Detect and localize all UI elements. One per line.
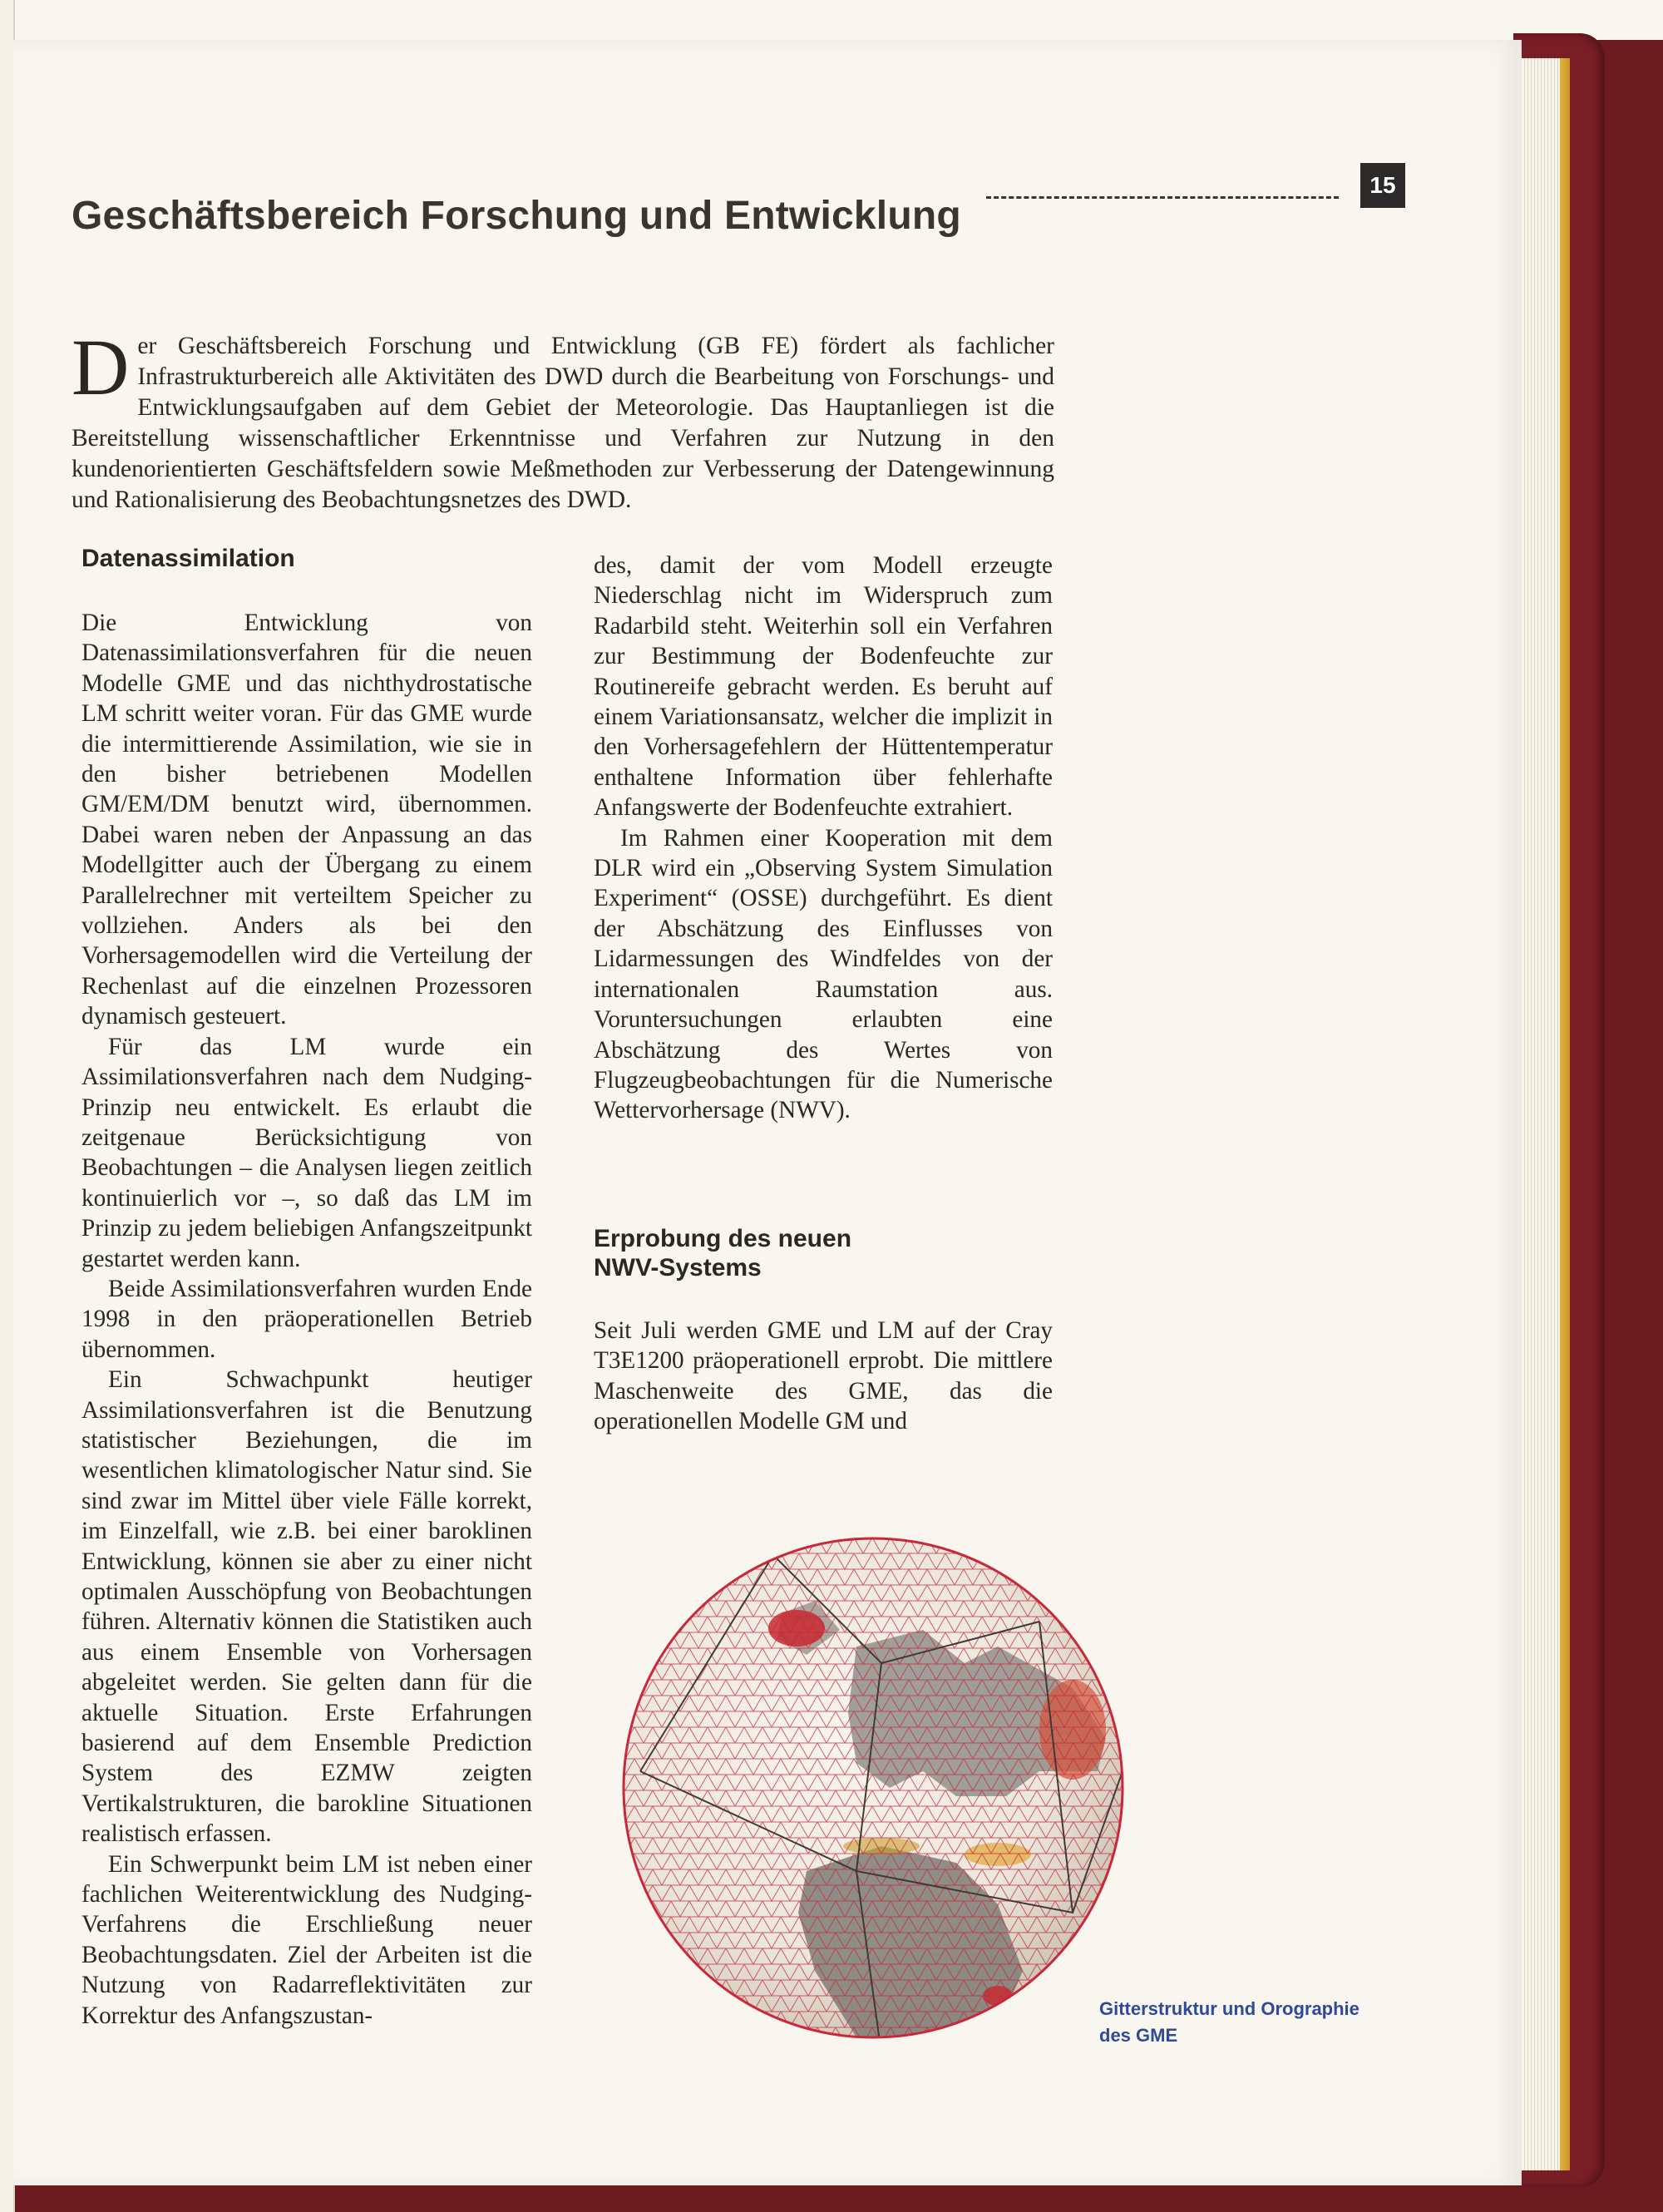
right-column-nwv: [594, 1316, 1053, 1437]
intro-paragraph: [72, 323, 1054, 516]
caption-line: des GME: [1099, 2025, 1178, 2046]
gme-globe-figure: [607, 1522, 1139, 2054]
paragraph: Die Entwicklung von Datenassimilationsverfahren für die neuen Modelle GME und das nichthydrostatische LM schritt weiter voran. Für das GME wurde die intermittierende Assimilation, wie sie in den bisher betriebenen Modellen GM/EM/DM benutzt wird, übernommen. Dabei waren neben der Anpassung an das Modellgitter auch der Übergang zu einem Parallelrechner mit verteiltem Speicher zu vollziehen. Anders als bei den Vorhersagemodellen wird die Verteilung der Rechenlast auf die einzelnen Prozessoren dynamisch gesteuert.: [81, 610, 532, 1030]
gilt-edge: [1560, 58, 1570, 2170]
paragraph: Seit Juli werden GME und LM auf der Cray T3E1200 präoperationell erprobt. Die mittlere Maschenweite des GME, das die operationellen Modelle GM und: [594, 1317, 1053, 1435]
left-column: [81, 608, 532, 2031]
section-heading-nwv: [594, 1224, 851, 1282]
title-leader-dots: [986, 196, 1339, 199]
paragraph: Ein Schwerpunkt beim LM ist neben einer fachlichen Weiterentwicklung des Nudging-Verfahrens die Erschließung neuer Beobachtungsdaten. Ziel der Arbeiten ist die Nutzung von Radarreflektivitäten zur Korrektur des Anfangszustan-: [81, 1850, 532, 2029]
paragraph: des, damit der vom Modell erzeugte Niederschlag nicht im Widerspruch zum Radarbild steht. Weiterhin soll ein Verfahren zur Bestimmung der Bodenfeuchte zur Routinereife gebracht werden. Es beruht auf einem Variationsansatz, welcher die implizit in den Vorhersagefehlern der Hüttentemperatur enthaltene Information über fehlerhafte Anfangswerte der Bodenfeuchte extrahiert.: [594, 552, 1053, 822]
scan-top-margin: [0, 0, 1663, 40]
globe-surface: [607, 1522, 1139, 2054]
paragraph: Im Rahmen einer Kooperation mit dem DLR wird ein „Observing System Simulation Experiment“ (OSSE) durchgeführt. Es dient der Abschätzung des Einflusses von Lidarmessungen des Windfeldes von der internationalen Raumstation aus. Voruntersuchungen erlaubten eine Abschätzung des Wertes von Flugzeugbeobachtungen für die Numerische Wettervorhersage (NWV).: [594, 824, 1053, 1124]
paragraph: Beide Assimilationsverfahren wurden Ende 1998 in den präoperationellen Betrieb übernommen.: [81, 1275, 532, 1363]
globe-illustration: [607, 1522, 1139, 2054]
page-edges: [1522, 58, 1560, 2170]
section-heading-datenassimilation: Datenassimilation: [81, 545, 295, 572]
figure-caption: [1099, 1996, 1424, 2049]
caption-line: Gitterstruktur und Orographie: [1099, 1998, 1360, 2019]
triangular-grid: [607, 1522, 1139, 2054]
drop-cap: D: [72, 323, 130, 412]
heading-line: Erprobung des neuen: [594, 1225, 852, 1252]
page-title: Geschäftsbereich Forschung und Entwicklung: [72, 194, 961, 239]
paragraph: Für das LM wurde ein Assimilationsverfahren nach dem Nudging-Prinzip neu entwickelt. Es erlaubt die zeitgenaue Berücksichtigung von Beobachtungen – die Analysen liegen zeitlich kontinuierlich vor –, so daß das LM im Prinzip zu jedem beliebigen Anfangszeitpunkt gestartet werden kann.: [81, 1033, 532, 1272]
page-number: 15: [1360, 163, 1405, 208]
intro-text: er Geschäftsbereich Forschung und Entwicklung (GB FE) fördert als fachlicher Infrastrukturbereich alle Aktivitäten des DWD durch die Bearbeitung von Forschungs- und Entwicklungsaufgaben auf dem Gebiet der Meteorologie. Das Hauptanliegen ist die Bereitstellung wissenschaftlicher Erkenntnisse und Verfahren zur Nutzung in den kundenorientierten Geschäftsfeldern sowie Meßmethoden zur Verbesserung der Datengewinnung und Rationalisierung des Beobachtungsnetzes des DWD.: [72, 333, 1054, 513]
right-column-continuation: [594, 551, 1053, 1126]
heading-line: NWV-Systems: [594, 1254, 762, 1281]
paragraph: Ein Schwachpunkt heutiger Assimilationsverfahren ist die Benutzung statistischer Beziehungen, die im wesentlichen klimatologischer Natur sind. Sie sind zwar im Mittel über viele Fälle korrekt, im Einzelfall, wie z.B. bei einer baroklinen Entwicklung, können sie aber zu einer nicht optimalen Ausschöpfung von Beobachtungen führen. Alternativ können die Statistiken auch aus einem Ensemble von Vorhersagen abgeleitet werden. Sie gelten dann für die aktuelle Situation. Erste Erfahrungen basierend auf dem Ensemble Prediction System des EZMW zeigten Vertikalstrukturen, die barokline Situationen realistisch erfassen.: [81, 1366, 532, 1848]
